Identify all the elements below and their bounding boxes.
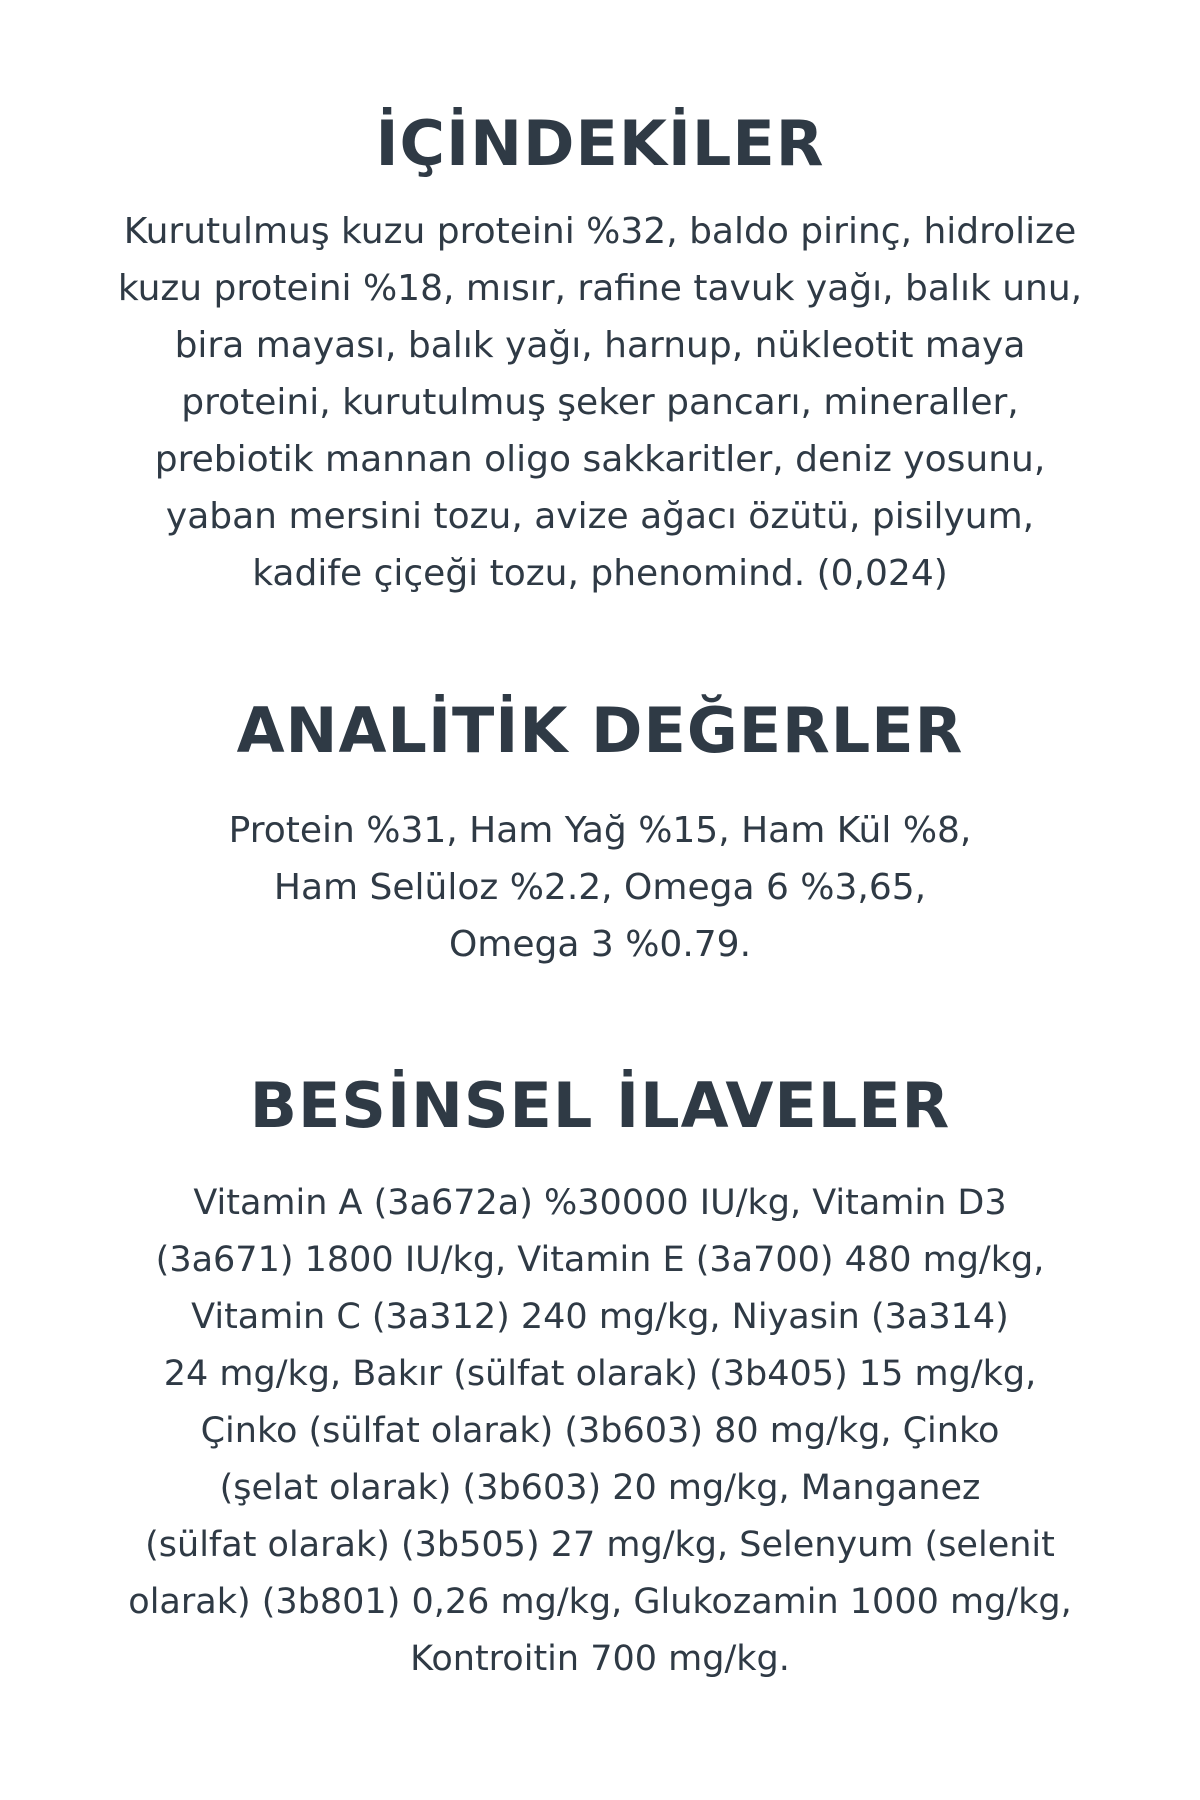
ingredients-line: kadife çiçeği tozu, phenomind. (0,024) <box>252 553 948 594</box>
analytic-values-text <box>0 802 1200 973</box>
analytic-values-heading: ANALİTİK DEĞERLER <box>236 694 964 767</box>
analytic-values-line: Protein %31, Ham Yağ %15, Ham Kül %8, <box>228 810 972 851</box>
nutritional-additives-heading: BESİNSEL İLAVELER <box>249 1069 951 1142</box>
nutritional-additives-line: Vitamin C (3a312) 240 mg/kg, Niyasin (3a314) <box>191 1297 1009 1337</box>
nutritional-additives-text <box>0 1175 1200 1688</box>
ingredients-line: Kurutulmuş kuzu proteini %32, baldo pirinç, hidrolize <box>123 211 1077 252</box>
nutritional-additives-section <box>0 1069 1200 1688</box>
nutritional-additives-line: Vitamin A (3a672a) %30000 IU/kg, Vitamin D3 <box>193 1183 1007 1223</box>
nutritional-additives-line: (sülfat olarak) (3b505) 27 mg/kg, Selenyum (selenit <box>145 1525 1055 1565</box>
ingredients-section <box>0 107 1200 602</box>
ingredients-heading: İÇİNDEKİLER <box>375 107 825 180</box>
ingredients-line: yaban mersini tozu, avize ağacı özütü, pisilyum, <box>165 496 1035 537</box>
ingredients-line: proteini, kurutulmuş şeker pancarı, mineraller, <box>181 382 1019 423</box>
nutritional-additives-line: olarak) (3b801) 0,26 mg/kg, Glukozamin 1000 mg/kg, <box>128 1582 1072 1622</box>
nutritional-additives-line: Çinko (sülfat olarak) (3b603) 80 mg/kg, Çinko <box>200 1411 1000 1451</box>
analytic-values-line: Omega 3 %0.79. <box>448 924 752 965</box>
nutritional-additives-line: (3a671) 1800 IU/kg, Vitamin E (3a700) 480 mg/kg, <box>155 1240 1045 1280</box>
ingredients-line: prebiotik mannan oligo sakkaritler, deniz yosunu, <box>154 439 1046 480</box>
ingredients-line: bira mayası, balık yağı, harnup, nükleotit maya <box>174 325 1026 366</box>
nutritional-additives-line: (şelat olarak) (3b603) 20 mg/kg, Manganez <box>219 1468 981 1508</box>
ingredients-text <box>0 203 1200 602</box>
nutritional-additives-line: 24 mg/kg, Bakır (sülfat olarak) (3b405) 15 mg/kg, <box>163 1354 1037 1394</box>
analytic-values-line: Ham Selülоz %2.2, Omega 6 %3,65, <box>273 867 927 908</box>
ingredients-line: kuzu proteini %18, mısır, rafine tavuk yağı, balık unu, <box>117 268 1083 309</box>
analytic-values-section <box>0 694 1200 973</box>
nutritional-additives-line: Kontroitin 700 mg/kg. <box>410 1639 790 1679</box>
